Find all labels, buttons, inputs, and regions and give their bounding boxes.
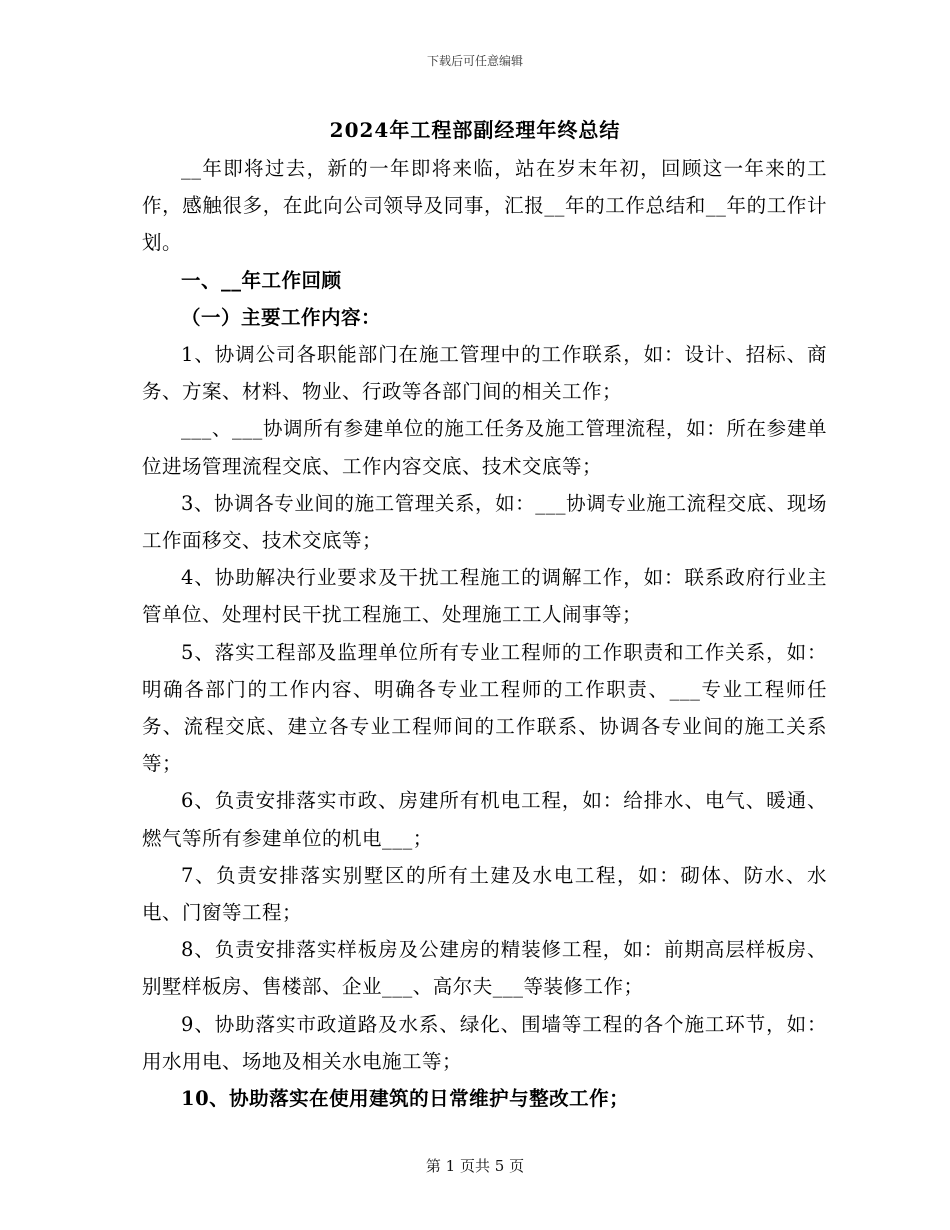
page-number-footer: 第 1 页共 5 页 [425, 1157, 525, 1175]
list-item-9: 9、协助落实市政道路及水系、绿化、围墙等工程的各个施工环节，如：用水用电、场地及相关水电施工等； [142, 1012, 827, 1073]
list-item-5: 5、落实工程部及监理单位所有专业工程师的工作职责和工作关系，如：明确各部门的工作内容、明确各专业工程师的工作职责、___专业工程师任务、流程交底、建立各专业工程师间的工作联系、协调各专业间的施工关系等； [142, 640, 827, 776]
list-item-3: 3、协调各专业间的施工管理关系，如：___协调专业施工流程交底、现场工作面移交、技术交底等； [142, 491, 827, 553]
document-title: 2024年工程部副经理年终总结 [329, 118, 621, 142]
section-heading-1: 一、__年工作回顾 [181, 268, 342, 292]
subsection-heading-1: （一）主要工作内容： [181, 305, 382, 329]
list-item-8: 8、负责安排落实样板房及公建房的精装修工程，如：前期高层样板房、别墅样板房、售楼部、企业___、高尔夫___等装修工作； [142, 938, 827, 999]
list-item-2: ___、___协调所有参建单位的施工任务及施工管理流程，如：所在参建单位进场管理流程交底、工作内容交底、技术交底等； [142, 417, 827, 478]
document-body [142, 150, 827, 1117]
intro-paragraph: __年即将过去，新的一年即将来临，站在岁末年初，回顾这一年来的工作，感触很多，在此向公司领导及同事，汇报__年的工作总结和__年的工作计划。 [142, 157, 827, 255]
list-item-10: 10、协助落实在使用建筑的日常维护与整改工作； [181, 1087, 630, 1111]
list-item-6: 6、负责安排落实市政、房建所有机电工程，如：给排水、电气、暖通、燃气等所有参建单位的机电___； [142, 789, 827, 850]
list-item-7: 7、负责安排落实别墅区的所有土建及水电工程，如：砌体、防水、水电、门窗等工程； [142, 863, 827, 925]
list-item-4: 4、协助解决行业要求及干扰工程施工的调解工作，如：联系政府行业主管单位、处理村民干扰工程施工、处理施工工人闹事等； [142, 566, 827, 627]
list-item-1: 1、协调公司各职能部门在施工管理中的工作联系，如：设计、招标、商务、方案、材料、物业、行政等各部门间的相关工作； [142, 343, 827, 404]
header-note: 下载后可任意编辑 [426, 54, 523, 68]
